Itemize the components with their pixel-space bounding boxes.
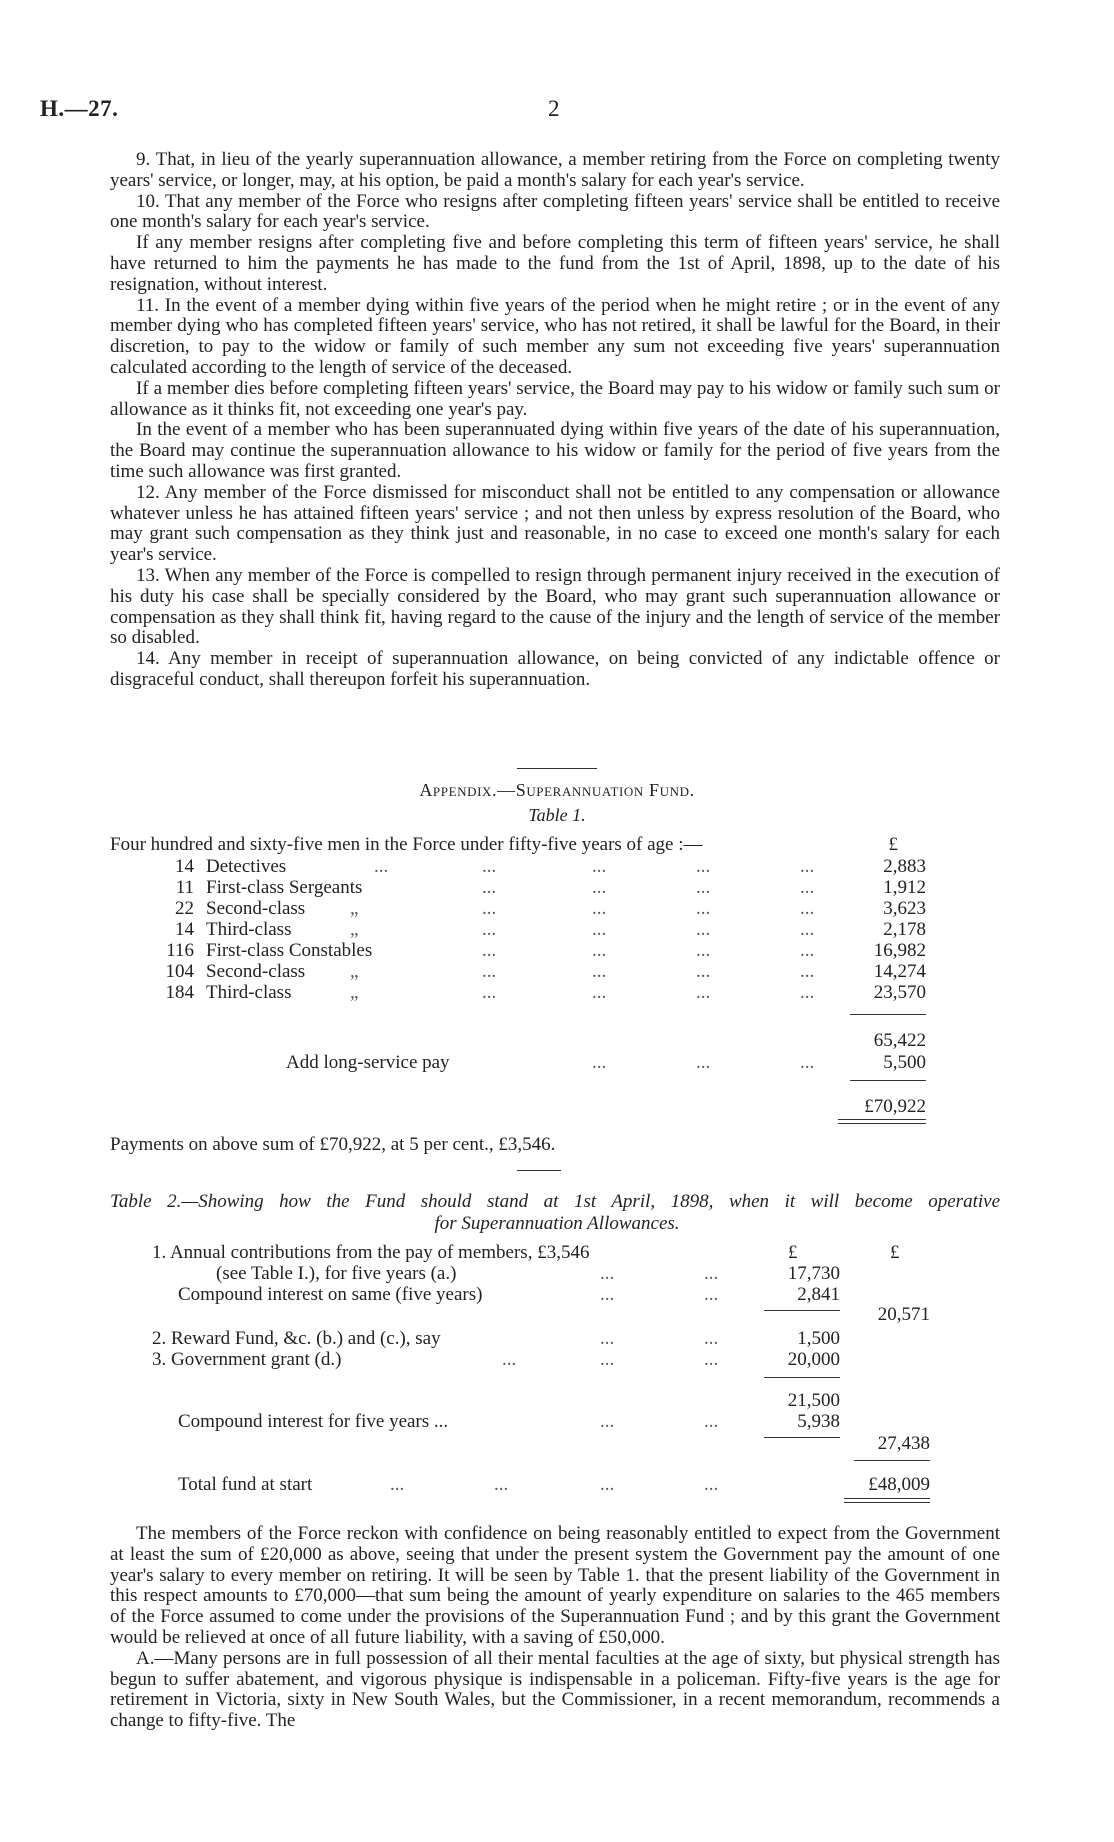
- subtotal-amount: 21,500: [787, 1390, 840, 1411]
- amount-cell: 17,730: [787, 1263, 840, 1284]
- table-2: [110, 1242, 1010, 1512]
- leader-dots: ...: [494, 1474, 509, 1495]
- paragraph: 12. Any member of the Force dismissed for misconduct shall not be entitled to any compensation or allowance whatever unless he has attained fifteen years' service ; and not then unless by express resolution of the Board, who may grant such compensation as they think just and reasonable, in no case to exceed one month's salary for each year's service.: [110, 481, 1000, 566]
- table-row: [110, 877, 926, 899]
- leader-dots: ...: [800, 1052, 815, 1073]
- long-service-label: Add long-service pay: [286, 1052, 450, 1073]
- rank-cell: Third-class: [206, 919, 292, 940]
- paragraph: In the event of a member who has been superannuated dying within five years of the date of his superannuation, the Board may continue the superannuation allowance to his widow or family for the period of five years from the time such allowance was first granted.: [110, 419, 1000, 482]
- leader-dots: ...: [600, 1263, 615, 1284]
- table-1: [110, 834, 926, 1134]
- leader-dots: ...: [704, 1411, 719, 1432]
- grand-total: £48,009: [868, 1474, 930, 1495]
- count-cell: 14: [175, 856, 194, 877]
- leader-dots: ...: [704, 1474, 719, 1495]
- leader-dots: ...: [704, 1349, 719, 1370]
- leader-dots: ...: [600, 1349, 615, 1370]
- amount-cell: 14,274: [873, 961, 926, 982]
- leader-dots: ...: [696, 898, 711, 919]
- currency-header: £: [788, 1242, 798, 1263]
- leader-dots: ...: [696, 877, 711, 898]
- amount-cell: 20,000: [787, 1349, 840, 1370]
- leader-dots: ...: [482, 919, 497, 940]
- leader-dots: ...: [704, 1263, 719, 1284]
- leader-dots: ...: [592, 940, 607, 961]
- table1-intro: [110, 834, 900, 856]
- paragraph: 14. Any member in receipt of superannuation allowance, on being convicted of any indictable offence or disgraceful conduct, shall thereupon forfeit his superannuation.: [110, 648, 1000, 690]
- leader-dots: ...: [390, 1474, 405, 1495]
- sum-rule: [764, 1310, 840, 1311]
- total-row: [110, 1096, 926, 1118]
- t2-line2: (see Table I.), for five years (a.): [216, 1263, 457, 1284]
- leader-dots: ...: [704, 1284, 719, 1305]
- leader-dots: ...: [800, 856, 815, 877]
- leader-dots: ...: [482, 877, 497, 898]
- count-cell: 11: [175, 877, 194, 898]
- leader-dots: ...: [600, 1474, 615, 1495]
- subtotal-amount: 65,422: [873, 1030, 926, 1051]
- count-cell: 104: [165, 961, 194, 982]
- leader-dots: ...: [482, 961, 497, 982]
- leader-dots: ...: [800, 961, 815, 982]
- leader-dots: ...: [600, 1328, 615, 1349]
- leader-dots: ...: [592, 982, 607, 1003]
- table1-total: £70,922: [864, 1096, 926, 1117]
- page-number: 2: [548, 96, 560, 121]
- amount-cell: 3,623: [883, 898, 926, 919]
- leader-dots: ...: [800, 898, 815, 919]
- leader-dots: ...: [800, 877, 815, 898]
- table-row: [110, 982, 926, 1004]
- section-divider: [517, 1170, 561, 1171]
- double-rule: [838, 1119, 926, 1124]
- table-row: [110, 919, 926, 941]
- leader-dots: ...: [592, 961, 607, 982]
- leader-dots: ...: [592, 919, 607, 940]
- table1-intro-text: Four hundred and sixty-five men in the Force under fifty-five years of age :—: [110, 834, 703, 855]
- leader-dots: ...: [502, 1349, 517, 1370]
- rank-cell: Second-class: [206, 961, 306, 982]
- commentary-text: [110, 1524, 1000, 1732]
- table-row: [110, 856, 926, 878]
- amount-cell: 16,982: [873, 940, 926, 961]
- leader-dots: ...: [704, 1328, 719, 1349]
- leader-dots: ...: [482, 898, 497, 919]
- leader-dots: ...: [696, 919, 711, 940]
- paragraph: 13. When any member of the Force is compelled to resign through permanent injury received in the execution of his duty his case shall be specially considered by the Board, who may grant such superannuation allowance or compensation as they shall think fit, having regard to the cause of the injury and the length of service of the member so disabled.: [110, 564, 1000, 649]
- count-cell: 22: [175, 898, 194, 919]
- leader-dots: ...: [482, 982, 497, 1003]
- sum-rule: [850, 1014, 926, 1015]
- amount-cell: 23,570: [873, 982, 926, 1003]
- rank-cell: Detectives: [206, 856, 287, 877]
- sum-rule: [854, 1460, 930, 1461]
- table2-title-line1: Table 2.—Showing how the Fund should stand at 1st April, 1898, when it will become operative: [110, 1191, 1000, 1212]
- ditto-mark: „: [350, 961, 359, 982]
- leader-dots: ...: [374, 856, 389, 877]
- currency-header: £: [890, 1242, 900, 1263]
- t2-line3: Compound interest on same (five years): [178, 1284, 483, 1305]
- double-rule: [844, 1498, 930, 1503]
- leader-dots: ...: [696, 982, 711, 1003]
- section-divider: [517, 768, 597, 769]
- leader-dots: ...: [696, 961, 711, 982]
- count-cell: 116: [166, 940, 194, 961]
- paragraph: The members of the Force reckon with confidence on being reasonably entitled to expect from the Government at least the sum of £20,000 as above, seeing that under the present system the Government pay the amount of one year's salary to every member on retiring. It will be seen by Table 1. that the present liability of the Government in this respect amounts to £70,000—that sum being the amount of yearly expenditure on salaries to the 465 members of the Force assumed to come under the provisions of the Superannuation Fund ; and by this grant the Government would be relieved at once of all future liability, with a saving of £50,000.: [110, 1523, 1000, 1648]
- group2-total: 27,438: [877, 1433, 930, 1454]
- subtotal-row: [110, 1030, 926, 1052]
- leader-dots: ...: [600, 1411, 615, 1432]
- amount-cell: 5,938: [797, 1411, 840, 1432]
- leader-dots: ...: [696, 856, 711, 877]
- leader-dots: ...: [800, 982, 815, 1003]
- count-cell: 184: [165, 982, 194, 1003]
- amount-cell: 2,841: [797, 1284, 840, 1305]
- leader-dots: ...: [696, 1052, 711, 1073]
- group1-total: 20,571: [877, 1304, 930, 1325]
- paragraph: 9. That, in lieu of the yearly superannuation allowance, a member retiring from the Force on completing twenty years' service, or longer, may, at his option, be paid a month's salary for each year's service.: [110, 149, 1000, 191]
- paragraph: If a member dies before completing fifteen years' service, the Board may pay to his widow or family such sum or allowance as it thinks fit, not exceeding one year's pay.: [110, 377, 1000, 420]
- leader-dots: ...: [592, 856, 607, 877]
- paragraph: 11. In the event of a member dying within five years of the period when he might retire ; or in the event of any member dying who has completed fifteen years' service, who has not retired, it shall be lawful for the Board, in their discretion, to pay to the widow or family of such member any sum not exceeding five years' superannuation calculated according to the length of service of the deceased.: [110, 294, 1000, 378]
- leader-dots: ...: [482, 940, 497, 961]
- rank-cell: First-class Constables: [206, 940, 373, 961]
- leader-dots: ...: [592, 1052, 607, 1073]
- regulations-text: [110, 150, 1000, 691]
- table-row: [110, 961, 926, 983]
- leader-dots: ...: [800, 919, 815, 940]
- leader-dots: ...: [600, 1284, 615, 1305]
- paragraph: A.—Many persons are in full possession of all their mental faculties at the age of sixty, but physical strength has begun to suffer abatement, and vigorous physique is indispensable in a policeman. Fifty-five years is the age for retirement in Victoria, sixty in New South Wales, but the Commissioner, in a recent memorandum, recommends a change to fifty-five. The: [110, 1647, 1000, 1732]
- t2-line5: 3. Government grant (d.): [152, 1349, 342, 1370]
- paragraph: If any member resigns after completing five and before completing this term of fifteen years' service, he shall have returned to him the payments he has made to the fund from the 1st of April, 1898, up to the date of his resignation, without interest.: [110, 232, 1000, 295]
- leader-dots: ...: [800, 940, 815, 961]
- rank-cell: Third-class: [206, 982, 292, 1003]
- sum-rule: [850, 1080, 926, 1081]
- table1-title: Table 1.: [528, 805, 586, 825]
- sum-rule: [764, 1437, 840, 1438]
- amount-cell: 1,500: [797, 1328, 840, 1349]
- document-id: H.—27.: [40, 96, 119, 121]
- table-row: [110, 898, 926, 920]
- table-row: [110, 940, 926, 962]
- t2-line7: Total fund at start: [178, 1474, 313, 1495]
- leader-dots: ...: [696, 940, 711, 961]
- leader-dots: ...: [592, 898, 607, 919]
- rank-cell: Second-class: [206, 898, 306, 919]
- paragraph: 10. That any member of the Force who resigns after completing fifteen years' service shall be entitled to receive one month's salary for each year's service.: [110, 190, 1000, 233]
- ditto-mark: „: [350, 898, 359, 919]
- t2-line4: 2. Reward Fund, &c. (b.) and (c.), say: [152, 1328, 441, 1349]
- t2-line1: 1. Annual contributions from the pay of members, £3,546: [152, 1242, 590, 1263]
- appendix-title: Appendix.—Superannuation Fund.: [419, 780, 695, 800]
- ditto-mark: „: [350, 982, 359, 1003]
- amount-cell: 2,178: [883, 919, 926, 940]
- leader-dots: ...: [592, 877, 607, 898]
- leader-dots: ...: [482, 856, 497, 877]
- ditto-mark: „: [350, 919, 359, 940]
- table2-title-line2: for Superannuation Allowances.: [434, 1213, 680, 1234]
- long-service-row: [110, 1052, 926, 1074]
- sum-rule: [764, 1377, 840, 1378]
- currency-header: £: [888, 834, 898, 855]
- payments-note: Payments on above sum of £70,922, at 5 per cent., £3,546.: [110, 1134, 556, 1155]
- amount-cell: 2,883: [883, 856, 926, 877]
- amount-cell: 1,912: [883, 877, 926, 898]
- t2-line6: Compound interest for five years ...: [178, 1411, 449, 1432]
- count-cell: 14: [175, 919, 194, 940]
- long-service-amount: 5,500: [883, 1052, 926, 1073]
- rank-cell: First-class Sergeants: [206, 877, 363, 898]
- page-header: [36, 96, 1036, 126]
